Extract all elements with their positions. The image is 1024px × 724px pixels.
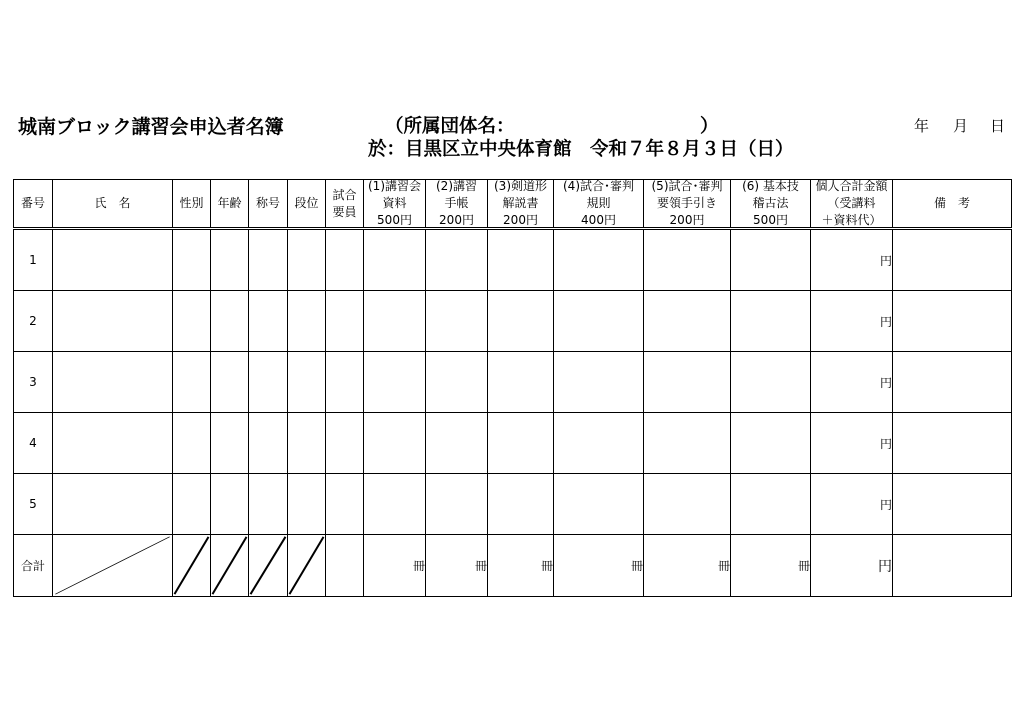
book-unit: 冊 xyxy=(474,559,487,573)
header-line: (4)試合･審判 xyxy=(563,180,634,193)
cell-age xyxy=(211,229,249,291)
cell-gender xyxy=(173,413,211,474)
header-line: 手帳 xyxy=(444,196,469,210)
cell-rules xyxy=(554,413,644,474)
cell-course-material xyxy=(364,229,426,291)
cell-kata-manual xyxy=(488,229,554,291)
yen-unit: 円 xyxy=(879,253,892,268)
cell-basic-techniques-total xyxy=(731,535,811,597)
cell-match-staff-total xyxy=(326,535,364,597)
cell-match-staff xyxy=(326,352,364,413)
book-unit: 冊 xyxy=(717,559,730,573)
cell-gender xyxy=(173,352,211,413)
cell-total-label xyxy=(14,535,53,597)
row-number: 4 xyxy=(29,436,37,450)
yen-unit: 円 xyxy=(878,558,892,575)
cell-course-handbook-total xyxy=(426,535,488,597)
cell-name xyxy=(53,352,173,413)
cell-match-staff xyxy=(326,474,364,535)
cell-rules xyxy=(554,474,644,535)
document-title: 城南ブロック講習会申込者名簿 xyxy=(18,116,284,138)
header-guidelines xyxy=(644,180,731,229)
cell-course-handbook xyxy=(426,291,488,352)
header-line: 備 考 xyxy=(933,196,970,210)
header-line: 個人合計金額 xyxy=(815,180,888,193)
header-line: 資料 xyxy=(382,196,407,210)
cell-rank xyxy=(288,229,326,291)
cell-guidelines xyxy=(644,291,731,352)
applicant-roster-table xyxy=(13,179,1012,597)
cell-gender xyxy=(173,229,211,291)
header-row xyxy=(14,180,1012,229)
yen-unit: 円 xyxy=(879,436,892,451)
cell-personal-total xyxy=(811,474,893,535)
cell-name xyxy=(53,291,173,352)
cell-title xyxy=(249,413,288,474)
total-label: 合計 xyxy=(20,559,45,573)
header-line: （受講料 xyxy=(827,196,876,210)
row-number: 1 xyxy=(29,253,37,267)
cell-match-staff xyxy=(326,229,364,291)
cell-gender xyxy=(173,474,211,535)
cell-rules xyxy=(554,291,644,352)
cell-course-material xyxy=(364,413,426,474)
cell-rank xyxy=(288,352,326,413)
cell-rules xyxy=(554,352,644,413)
cell-gender-crossed xyxy=(173,535,211,597)
header-course-handbook xyxy=(426,180,488,229)
cell-title xyxy=(249,474,288,535)
cell-age-crossed xyxy=(211,535,249,597)
cell-guidelines xyxy=(644,229,731,291)
cell-course-handbook xyxy=(426,229,488,291)
cell-kata-manual xyxy=(488,291,554,352)
cell-age xyxy=(211,291,249,352)
header-line: 規則 xyxy=(586,196,611,210)
cell-rank xyxy=(288,413,326,474)
cell-course-material-total xyxy=(364,535,426,597)
cell-number xyxy=(14,474,53,535)
yen-unit: 円 xyxy=(879,497,892,512)
header-name xyxy=(53,180,173,229)
cell-kata-manual xyxy=(488,474,554,535)
cell-name xyxy=(53,474,173,535)
cell-match-staff xyxy=(326,413,364,474)
cell-personal-total xyxy=(811,229,893,291)
cell-guidelines xyxy=(644,474,731,535)
cell-rank-crossed xyxy=(288,535,326,597)
cell-age xyxy=(211,413,249,474)
date-month-label: 月 xyxy=(953,117,969,135)
cell-guidelines-total xyxy=(644,535,731,597)
cell-personal-total xyxy=(811,291,893,352)
header-line: 段位 xyxy=(294,196,319,210)
header-line: 氏 名 xyxy=(94,196,131,210)
cell-rank xyxy=(288,474,326,535)
header-title xyxy=(249,180,288,229)
cell-basic-techniques xyxy=(731,413,811,474)
table-row xyxy=(14,229,1012,291)
venue-and-date: 於：目黒区立中央体育館 令和７年８月３日（日） xyxy=(368,139,794,160)
cell-rules-total xyxy=(554,535,644,597)
book-unit: 冊 xyxy=(797,559,810,573)
header-line: (5)試合･審判 xyxy=(651,180,723,193)
date-year-label: 年 xyxy=(914,117,930,135)
header-line: 要領手引き xyxy=(656,196,717,210)
header-line: 称号 xyxy=(255,196,280,210)
diagonal-strike xyxy=(211,535,248,596)
row-number: 3 xyxy=(29,375,37,389)
header-rank xyxy=(288,180,326,229)
cell-grand-total xyxy=(811,535,893,597)
header-line: (2)講習 xyxy=(436,180,477,193)
table-row xyxy=(14,413,1012,474)
header-rules xyxy=(554,180,644,229)
cell-course-material xyxy=(364,352,426,413)
cell-age xyxy=(211,474,249,535)
header-line: 200円 xyxy=(669,213,705,227)
cell-age xyxy=(211,352,249,413)
diagonal-strike xyxy=(53,535,172,596)
cell-title xyxy=(249,229,288,291)
diagonal-strike xyxy=(249,535,287,596)
header-course-material xyxy=(364,180,426,229)
cell-rules xyxy=(554,229,644,291)
diagonal-strike xyxy=(288,535,325,596)
cell-remarks xyxy=(893,474,1012,535)
header-line: (1)講習会 xyxy=(368,180,421,193)
header-line: 性別 xyxy=(179,196,204,210)
cell-rank xyxy=(288,291,326,352)
cell-basic-techniques xyxy=(731,229,811,291)
date-day-label: 日 xyxy=(990,117,1006,135)
cell-basic-techniques xyxy=(731,474,811,535)
header-line: 解説書 xyxy=(502,196,539,210)
header-kata-manual xyxy=(488,180,554,229)
cell-gender xyxy=(173,291,211,352)
header-line: 200円 xyxy=(439,213,474,227)
row-number: 5 xyxy=(29,497,37,511)
cell-match-staff xyxy=(326,291,364,352)
cell-title xyxy=(249,352,288,413)
diagonal-strike xyxy=(173,535,210,596)
table-row xyxy=(14,474,1012,535)
cell-personal-total xyxy=(811,352,893,413)
header-match-staff xyxy=(326,180,364,229)
header-line: (3)剣道形 xyxy=(494,180,547,193)
header-line: 年齢 xyxy=(217,196,242,210)
header-line: 試合 xyxy=(332,187,357,202)
header-personal-total xyxy=(811,180,893,229)
cell-kata-manual xyxy=(488,413,554,474)
header-line: 要員 xyxy=(332,204,357,219)
cell-course-material xyxy=(364,291,426,352)
header-gender xyxy=(173,180,211,229)
header-remarks xyxy=(893,180,1012,229)
cell-basic-techniques xyxy=(731,352,811,413)
cell-course-material xyxy=(364,474,426,535)
book-unit: 冊 xyxy=(540,559,553,573)
cell-remarks xyxy=(893,352,1012,413)
cell-kata-manual xyxy=(488,352,554,413)
cell-name xyxy=(53,413,173,474)
cell-title-crossed xyxy=(249,535,288,597)
header-line: 番号 xyxy=(20,196,45,210)
cell-number xyxy=(14,291,53,352)
header-number xyxy=(14,180,53,229)
total-row xyxy=(14,535,1012,597)
yen-unit: 円 xyxy=(879,314,892,329)
header-line: ＋資料代） xyxy=(821,213,882,227)
cell-personal-total xyxy=(811,413,893,474)
header-basic-techniques xyxy=(731,180,811,229)
cell-course-handbook xyxy=(426,474,488,535)
cell-title xyxy=(249,291,288,352)
book-unit: 冊 xyxy=(412,559,425,573)
header-line: 400円 xyxy=(581,213,616,227)
cell-remarks-total xyxy=(893,535,1012,597)
cell-number xyxy=(14,413,53,474)
cell-number xyxy=(14,229,53,291)
cell-course-handbook xyxy=(426,352,488,413)
cell-name-crossed xyxy=(53,535,173,597)
cell-basic-techniques xyxy=(731,291,811,352)
cell-course-handbook xyxy=(426,413,488,474)
cell-kata-manual-total xyxy=(488,535,554,597)
book-unit: 冊 xyxy=(630,559,643,573)
header-age xyxy=(211,180,249,229)
cell-number xyxy=(14,352,53,413)
cell-remarks xyxy=(893,413,1012,474)
table-row xyxy=(14,352,1012,413)
header-line: 稽古法 xyxy=(752,196,789,210)
header-line: (6) 基本技 xyxy=(742,180,799,193)
organization-label: （所属団体名： xyxy=(385,116,515,137)
cell-guidelines xyxy=(644,352,731,413)
cell-remarks xyxy=(893,229,1012,291)
row-number: 2 xyxy=(29,314,37,328)
yen-unit: 円 xyxy=(879,375,892,390)
cell-remarks xyxy=(893,291,1012,352)
table-row xyxy=(14,291,1012,352)
header-line: 500円 xyxy=(377,213,412,227)
organization-label-close: ） xyxy=(700,116,719,137)
cell-guidelines xyxy=(644,413,731,474)
cell-name xyxy=(53,229,173,291)
header-line: 200円 xyxy=(503,213,538,227)
header-line: 500円 xyxy=(753,213,788,227)
